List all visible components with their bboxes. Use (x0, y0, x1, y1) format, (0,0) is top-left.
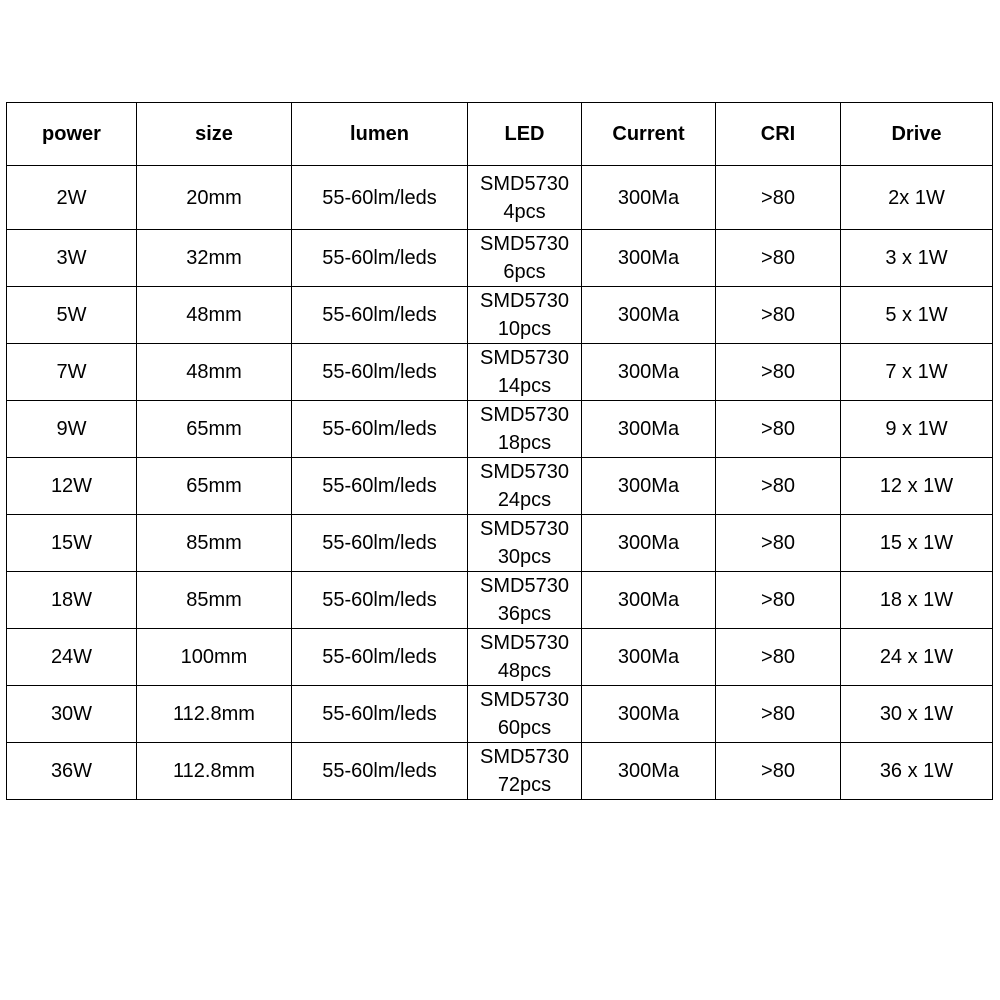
cell-drive: 9 x 1W (841, 401, 993, 458)
cell-current: 300Ma (582, 515, 716, 572)
cell-cri: >80 (716, 287, 841, 344)
cell-led (468, 230, 582, 287)
cell-led (468, 287, 582, 344)
cell-lumen: 55-60lm/leds (292, 515, 468, 572)
led-count-text: 4pcs (503, 200, 546, 223)
led-model-text: SMD5730 (480, 746, 569, 768)
cell-current: 300Ma (582, 230, 716, 287)
table-row (7, 287, 993, 344)
led-model-text: SMD5730 (480, 689, 569, 711)
cell-cri: >80 (716, 515, 841, 572)
cell-current: 300Ma (582, 629, 716, 686)
cell-led (468, 743, 582, 800)
cell-led (468, 572, 582, 629)
cell-power: 7W (7, 344, 137, 401)
cell-current: 300Ma (582, 458, 716, 515)
cell-lumen: 55-60lm/leds (292, 287, 468, 344)
table-row (7, 629, 993, 686)
cell-led (468, 458, 582, 515)
cell-led (468, 166, 582, 230)
cell-current: 300Ma (582, 572, 716, 629)
cell-lumen: 55-60lm/leds (292, 629, 468, 686)
cell-cri: >80 (716, 458, 841, 515)
cell-drive: 24 x 1W (841, 629, 993, 686)
table-row (7, 686, 993, 743)
header-size: size (137, 103, 292, 166)
led-count-text: 24pcs (497, 489, 552, 511)
cell-current: 300Ma (582, 686, 716, 743)
cell-current: 300Ma (582, 743, 716, 800)
led-model-text: SMD5730 (480, 632, 569, 654)
led-count-text: 30pcs (497, 546, 552, 568)
led-model-text: SMD5730 (480, 172, 569, 195)
led-model-text: SMD5730 (480, 404, 569, 426)
led-model-text: SMD5730 (480, 518, 569, 540)
cell-drive: 2x 1W (841, 166, 993, 230)
cell-drive: 7 x 1W (841, 344, 993, 401)
cell-cri: >80 (716, 743, 841, 800)
cell-size: 48mm (137, 344, 292, 401)
led-count-text: 6pcs (503, 261, 546, 283)
cell-size: 85mm (137, 572, 292, 629)
cell-cri: >80 (716, 686, 841, 743)
led-count-text: 72pcs (497, 774, 552, 796)
led-count-text: 48pcs (497, 660, 552, 682)
cell-drive: 18 x 1W (841, 572, 993, 629)
led-model-text: SMD5730 (480, 233, 569, 255)
cell-size: 65mm (137, 458, 292, 515)
cell-size: 100mm (137, 629, 292, 686)
cell-drive: 5 x 1W (841, 287, 993, 344)
cell-current: 300Ma (582, 344, 716, 401)
table-row (7, 401, 993, 458)
cell-power: 2W (7, 166, 137, 230)
table-row (7, 743, 993, 800)
cell-drive: 3 x 1W (841, 230, 993, 287)
cell-led (468, 686, 582, 743)
led-count-text: 36pcs (497, 603, 552, 625)
cell-lumen: 55-60lm/leds (292, 344, 468, 401)
cell-power: 15W (7, 515, 137, 572)
led-count-text: 18pcs (497, 432, 552, 454)
header-lumen: lumen (292, 103, 468, 166)
cell-lumen: 55-60lm/leds (292, 166, 468, 230)
table-row (7, 458, 993, 515)
cell-power: 5W (7, 287, 137, 344)
cell-power: 18W (7, 572, 137, 629)
cell-power: 24W (7, 629, 137, 686)
header-row (7, 103, 993, 166)
table-row (7, 344, 993, 401)
table-row (7, 515, 993, 572)
led-model-text: SMD5730 (480, 290, 569, 312)
table-header (7, 103, 993, 166)
cell-size: 48mm (137, 287, 292, 344)
cell-drive: 15 x 1W (841, 515, 993, 572)
header-current: Current (582, 103, 716, 166)
cell-power: 9W (7, 401, 137, 458)
cell-lumen: 55-60lm/leds (292, 230, 468, 287)
cell-drive: 30 x 1W (841, 686, 993, 743)
cell-current: 300Ma (582, 401, 716, 458)
led-count-text: 60pcs (497, 717, 552, 739)
cell-lumen: 55-60lm/leds (292, 572, 468, 629)
header-drive: Drive (841, 103, 993, 166)
led-spec-table (6, 102, 993, 800)
table-row (7, 572, 993, 629)
led-count-text: 14pcs (497, 375, 552, 397)
header-led: LED (468, 103, 582, 166)
cell-led (468, 629, 582, 686)
header-cri: CRI (716, 103, 841, 166)
cell-lumen: 55-60lm/leds (292, 686, 468, 743)
table-row (7, 230, 993, 287)
cell-led (468, 344, 582, 401)
cell-power: 12W (7, 458, 137, 515)
cell-cri: >80 (716, 230, 841, 287)
cell-size: 20mm (137, 166, 292, 230)
cell-current: 300Ma (582, 287, 716, 344)
cell-cri: >80 (716, 401, 841, 458)
cell-size: 112.8mm (137, 686, 292, 743)
cell-lumen: 55-60lm/leds (292, 401, 468, 458)
cell-cri: >80 (716, 166, 841, 230)
cell-size: 112.8mm (137, 743, 292, 800)
cell-size: 85mm (137, 515, 292, 572)
led-model-text: SMD5730 (480, 575, 569, 597)
cell-led (468, 515, 582, 572)
cell-cri: >80 (716, 629, 841, 686)
cell-power: 3W (7, 230, 137, 287)
led-model-text: SMD5730 (480, 347, 569, 369)
cell-power: 30W (7, 686, 137, 743)
cell-lumen: 55-60lm/leds (292, 743, 468, 800)
table-row (7, 166, 993, 230)
led-model-text: SMD5730 (480, 461, 569, 483)
led-count-text: 10pcs (497, 318, 552, 340)
cell-size: 65mm (137, 401, 292, 458)
cell-drive: 36 x 1W (841, 743, 993, 800)
cell-lumen: 55-60lm/leds (292, 458, 468, 515)
cell-current: 300Ma (582, 166, 716, 230)
cell-led (468, 401, 582, 458)
cell-drive: 12 x 1W (841, 458, 993, 515)
cell-power: 36W (7, 743, 137, 800)
table-body (7, 166, 993, 800)
cell-cri: >80 (716, 572, 841, 629)
header-power: power (7, 103, 137, 166)
cell-size: 32mm (137, 230, 292, 287)
cell-cri: >80 (716, 344, 841, 401)
